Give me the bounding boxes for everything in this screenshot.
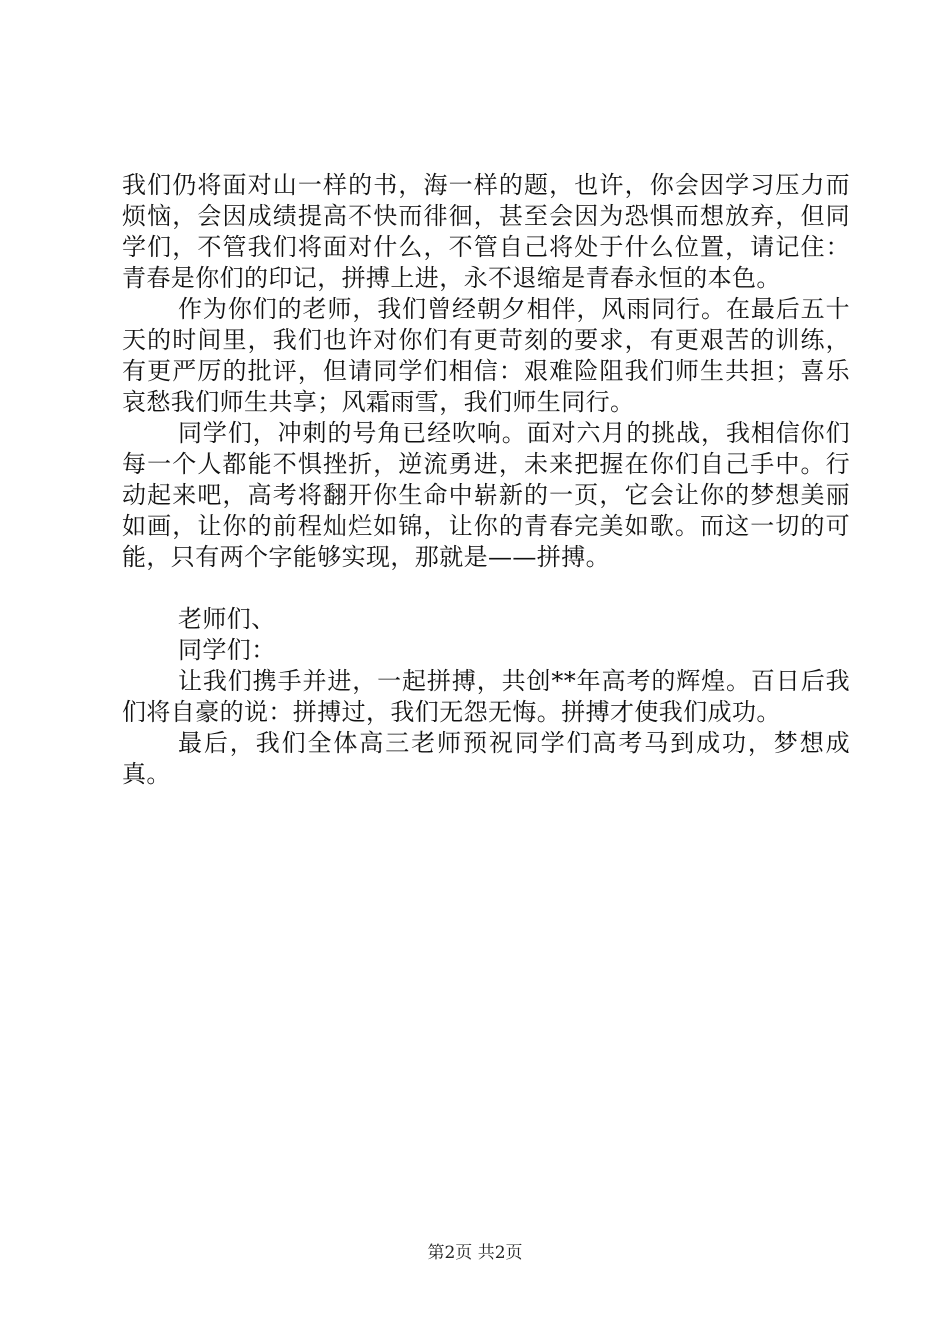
salutation-students: 同学们： — [178, 636, 276, 664]
paragraph-spacer — [122, 573, 850, 604]
paragraph-teachers-companionship: 作为你们的老师，我们曾经朝夕相伴，风雨同行。在最后五十天的时间里，我们也许对你们有更苛刻的要求，有更艰苦的训练，有更严厉的批评，但请同学们相信：艰难险阻我们师生共担；喜乐哀愁我们师生共享；风霜雨雪，我们师生同行。 — [122, 295, 850, 416]
paragraph-joint-struggle: 让我们携手并进，一起拼搏，共创**年高考的辉煌。百日后我们将自豪的说：拼搏过，我们无怨无悔。拼搏才使我们成功。 — [122, 667, 850, 726]
paragraph-final-wishes: 最后，我们全体高三老师预祝同学们高考马到成功，梦想成真。 — [122, 729, 850, 788]
page-footer-number: 第2页 共2页 — [427, 1243, 523, 1263]
document-body — [122, 170, 850, 790]
salutation-teachers: 老师们、 — [178, 605, 276, 633]
paragraph-sprint-call: 同学们，冲刺的号角已经吹响。面对六月的挑战，我相信你们每一个人都能不惧挫折，逆流勇进，未来把握在你们自己手中。行动起来吧，高考将翻开你生命中崭新的一页，它会让你的梦想美丽如画，让你的前程灿烂如锦，让你的青春完美如歌。而这一切的可能，只有两个字能够实现，那就是——拼搏。 — [122, 419, 850, 571]
paragraph-study-pressure: 我们仍将面对山一样的书，海一样的题，也许，你会因学习压力而烦恼，会因成绩提高不快而徘徊，甚至会因为恐惧而想放弃，但同学们，不管我们将面对什么，不管自己将处于什么位置，请记住：青春是你们的印记，拼搏上进，永不退缩是青春永恒的本色。 — [122, 171, 850, 292]
